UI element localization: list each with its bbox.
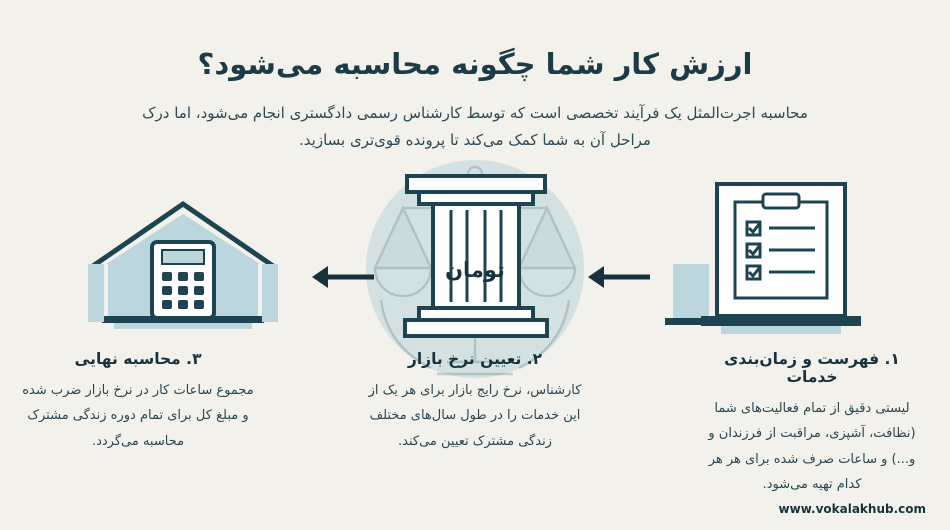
step-heading: ۱. فهرست و زمان‌بندی خدمات <box>724 350 900 386</box>
website-url: www.vokalakhub.com <box>778 502 926 516</box>
step-body: لیستی دقیق از تمام فعالیت‌های شما (نظافت، آشپزی، مراقبت از فرزندان و و...) و ساعات صرف شده برای هر هر کدام تهیه می‌شود. <box>708 401 916 493</box>
center-amount-label: تومان <box>445 258 505 282</box>
page-subtitle: محاسبه اجرت‌المثل یک فرآیند تخصصی است که توسط کارشناس رسمی دادگستری انجام می‌شود، اما درک مراحل آن به شما کمک می‌کند تا پرونده قوی‌تری بسازید. <box>142 103 808 150</box>
header <box>0 46 950 155</box>
step-heading: ۳. محاسبه نهایی <box>74 350 202 368</box>
step-services-list <box>696 350 928 497</box>
page-title: ارزش کار شما چگونه محاسبه می‌شود؟ <box>197 47 753 81</box>
step-body: کارشناس، نرخ رایج بازار برای هر یک از این خدمات را در طول سال‌های مختلف زندگی مشترک تعیین می‌کند. <box>368 383 582 449</box>
clipboard-checklist-icon <box>655 178 865 346</box>
step-final-calculation <box>22 350 254 454</box>
step-market-rate <box>359 350 591 454</box>
arrow-shaft <box>604 275 650 280</box>
step-body: مجموع ساعات کار در نرخ بازار ضرب شده و مبلغ کل برای تمام دوره زندگی مشترک محاسبه می‌گردد. <box>22 383 254 449</box>
house-calculator-icon <box>78 190 288 350</box>
arrow-head <box>312 266 328 288</box>
step-heading: ۲. تعیین نرخ بازار <box>407 350 543 368</box>
